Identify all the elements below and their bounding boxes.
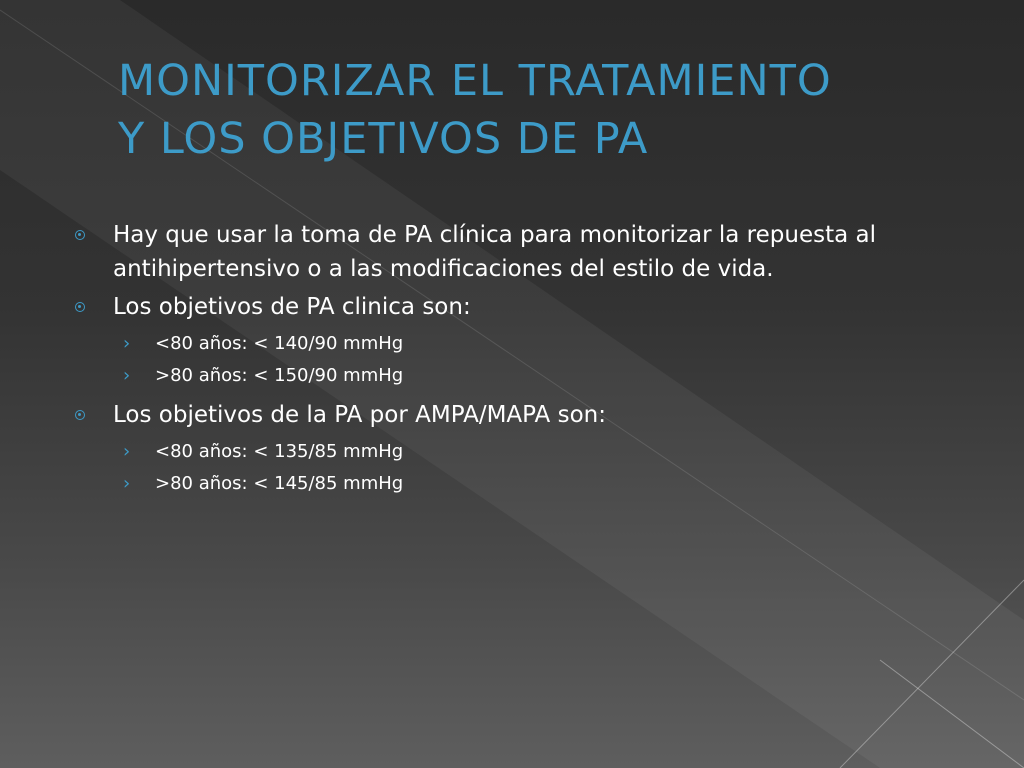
- chevron-right-icon: ›: [123, 333, 131, 354]
- circle-dot-bullet-icon: [75, 302, 85, 312]
- circle-dot-bullet-icon: [75, 410, 85, 420]
- bullet-item: [70, 398, 950, 432]
- bullet-text: Los objetivos de PA clinica son:: [113, 294, 471, 320]
- slide-title: [118, 52, 978, 168]
- slide-title-line-1: MONITORIZAR EL TRATAMIENTO: [118, 56, 832, 106]
- bullet-text: Los objetivos de la PA por AMPA/MAPA son:: [113, 402, 606, 428]
- sub-bullet-text: <80 años: < 140/90 mmHg: [155, 333, 404, 354]
- bullet-item: [70, 218, 950, 286]
- slide-body: [70, 218, 950, 500]
- chevron-right-icon: ›: [123, 365, 131, 386]
- bullet-item: [70, 290, 950, 324]
- sub-bullet-item: [70, 468, 950, 500]
- sub-bullet-item: [70, 436, 950, 468]
- slide-title-line-2: Y LOS OBJETIVOS DE PA: [118, 114, 649, 164]
- sub-bullet-text: >80 años: < 150/90 mmHg: [155, 365, 404, 386]
- chevron-right-icon: ›: [123, 441, 131, 462]
- sub-bullet-item: [70, 328, 950, 360]
- sub-bullet-item: [70, 360, 950, 392]
- sub-bullet-text: <80 años: < 135/85 mmHg: [155, 441, 404, 462]
- chevron-right-icon: ›: [123, 473, 131, 494]
- bullet-text: Hay que usar la toma de PA clínica para monitorizar la repuesta al antihipertensivo o a las modificaciones del estilo de vida.: [113, 222, 876, 282]
- circle-dot-bullet-icon: [75, 230, 85, 240]
- sub-bullet-text: >80 años: < 145/85 mmHg: [155, 473, 404, 494]
